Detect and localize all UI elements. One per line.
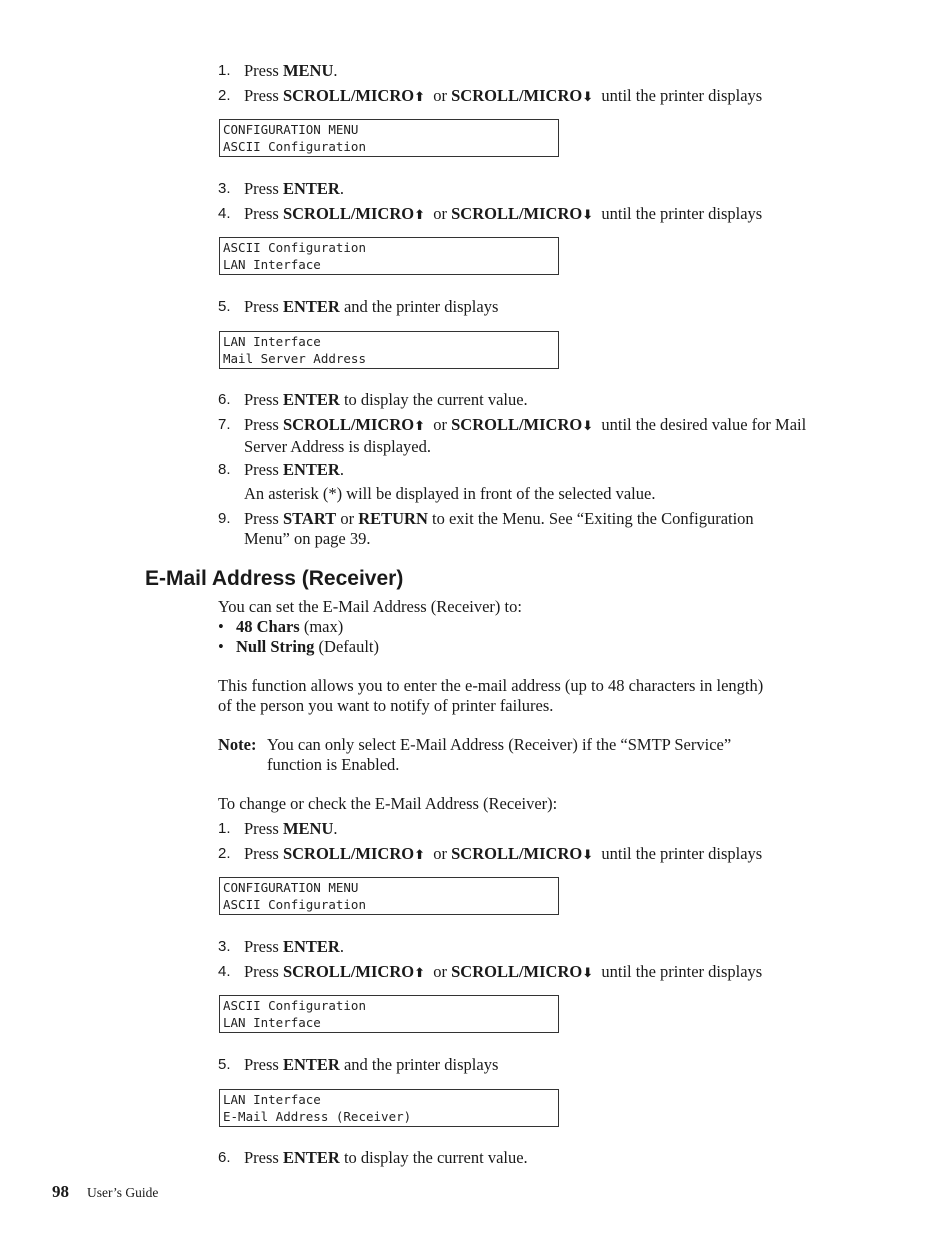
step-number: 8. bbox=[218, 461, 231, 478]
section-heading: E-Mail Address (Receiver) bbox=[145, 567, 404, 590]
printer-display bbox=[219, 995, 559, 1033]
printer-display bbox=[219, 877, 559, 915]
display-line: LAN Interface bbox=[223, 256, 321, 272]
printer-display bbox=[219, 1089, 559, 1127]
key-scroll-up: SCROLL/MICRO bbox=[282, 962, 415, 981]
page-number: 98 bbox=[52, 1182, 69, 1201]
up-arrow-icon: ⬆ bbox=[414, 419, 425, 434]
step-number: 1. bbox=[218, 820, 231, 837]
display-line: LAN Interface bbox=[223, 1092, 321, 1107]
step-number: 5. bbox=[218, 1056, 231, 1073]
display-line: CONFIGURATION MENU bbox=[223, 880, 359, 895]
cross-reference: Menu” on page 39. bbox=[244, 529, 371, 548]
key-enter: ENTER bbox=[282, 179, 340, 198]
step-number: 6. bbox=[218, 391, 231, 408]
key-scroll-up: SCROLL/MICRO bbox=[282, 204, 415, 223]
description: This function allows you to enter the e-mail address (up to 48 characters in length) of the person you want to notify of printer failures. bbox=[218, 676, 764, 715]
down-arrow-icon: ⬇ bbox=[582, 848, 594, 863]
display-line: ASCII Configuration bbox=[223, 138, 366, 154]
bullet-icon: • bbox=[218, 637, 224, 656]
key-enter: ENTER bbox=[282, 1055, 340, 1074]
display-line: ASCII Configuration bbox=[223, 998, 366, 1013]
step-8-note: An asterisk (*) will be displayed in front of the selected value. bbox=[244, 484, 656, 503]
key-scroll-up: SCROLL/MICRO bbox=[282, 86, 415, 105]
key-menu: MENU bbox=[282, 819, 334, 838]
key-enter: ENTER bbox=[282, 1148, 340, 1167]
key-start: START bbox=[282, 509, 337, 528]
display-line: E-Mail Address (Receiver) bbox=[223, 1108, 412, 1124]
key-scroll-up: SCROLL/MICRO bbox=[282, 844, 415, 863]
down-arrow-icon: ⬇ bbox=[582, 966, 594, 981]
key-enter: ENTER bbox=[282, 390, 340, 409]
printer-display bbox=[219, 331, 559, 369]
down-arrow-icon: ⬇ bbox=[582, 90, 594, 105]
key-scroll-down: SCROLL/MICRO bbox=[451, 962, 583, 981]
printer-display bbox=[219, 237, 559, 275]
step-number: 3. bbox=[218, 938, 231, 955]
display-line: CONFIGURATION MENU bbox=[223, 122, 359, 137]
key-scroll-down: SCROLL/MICRO bbox=[451, 204, 583, 223]
display-line: ASCII Configuration bbox=[223, 240, 366, 255]
step-text: Press bbox=[244, 61, 279, 80]
document-page: 1. Press MENU. 2. Press SCROLL/MICRO⬆ or SCROLL/MICRO⬇ until the printer displays CONFIGURATION MENU ASCII Configuration 3. Press ENTER. 4. Press SCROLL/MICRO⬆ or SCROLL/MICRO⬇ until the printer displays ASCII Configuration LAN Interface 5. Press ENTER and the printer displays LAN Interface Mail Server Address 6. Press ENTER to display the current value. 7. Press SCROLL/MICRO⬆ or SCROLL/MICRO⬇ until the desired value for Mail Server Address is displayed. 8. Press ENTER. An asterisk (*) will be displayed in front of the selected value. 9. Press START or RETURN to exit the Menu. See “Exiting the Configuration Menu” on page 39. E-Mail Address (Receiver) You can set the E-Mail Address (Receiver) to: • 48 Chars (max) • Null String (Default) This function allows you to enter the e-mail address (up to 48 characters in length) of the person you want to notify of printer failures. Note: You can only select E-Mail Address (Receiver) if the “SMTP Service” function is Enabled. To change or check the E-Mail Address (Receiver): 1. Press MENU. 2. Press SCROLL/MICRO⬆ or SCROLL/MICRO⬇ until the printer displays CONFIGURATION MENU ASCII Configuration 3. Press ENTER. 4. Press SCROLL/MICRO⬆ or SCROLL/MICRO⬇ until the printer displays ASCII Configuration LAN Interface 5. Press ENTER and the printer displays LAN Interface E-Mail Address (Receiver) 6. Press ENTER to display the current value. 98 User’s Guide bbox=[0, 0, 950, 1259]
key-scroll-up: SCROLL/MICRO bbox=[282, 415, 415, 434]
display-line: ASCII Configuration bbox=[223, 896, 366, 912]
step-number: 1. bbox=[218, 62, 231, 79]
up-arrow-icon: ⬆ bbox=[414, 848, 425, 863]
step-number: 4. bbox=[218, 963, 231, 980]
key-menu: MENU bbox=[282, 61, 334, 80]
key-scroll-down: SCROLL/MICRO bbox=[451, 844, 583, 863]
display-line: Mail Server Address bbox=[223, 350, 366, 366]
step-number: 3. bbox=[218, 180, 231, 197]
step-number: 9. bbox=[218, 510, 231, 527]
up-arrow-icon: ⬆ bbox=[414, 90, 425, 105]
key-enter: ENTER bbox=[282, 297, 340, 316]
page-footer bbox=[52, 1182, 158, 1203]
key-return: RETURN bbox=[358, 509, 428, 528]
step-number: 2. bbox=[218, 87, 231, 104]
printer-display bbox=[219, 119, 559, 157]
step-number: 7. bbox=[218, 416, 231, 433]
key-scroll-down: SCROLL/MICRO bbox=[451, 86, 583, 105]
bullet-icon: • bbox=[218, 617, 224, 636]
footer-title: User’s Guide bbox=[87, 1185, 159, 1200]
down-arrow-icon: ⬇ bbox=[582, 419, 594, 434]
up-arrow-icon: ⬆ bbox=[414, 208, 425, 223]
step-number: 6. bbox=[218, 1149, 231, 1166]
step-number: 2. bbox=[218, 845, 231, 862]
change-intro: To change or check the E-Mail Address (Receiver): bbox=[218, 794, 558, 813]
step-number: 5. bbox=[218, 298, 231, 315]
display-line: LAN Interface bbox=[223, 334, 321, 349]
key-enter: ENTER bbox=[282, 460, 340, 479]
display-line: LAN Interface bbox=[223, 1014, 321, 1030]
key-enter: ENTER bbox=[282, 937, 340, 956]
down-arrow-icon: ⬇ bbox=[582, 208, 594, 223]
key-scroll-down: SCROLL/MICRO bbox=[451, 415, 583, 434]
section-intro: You can set the E-Mail Address (Receiver) to: bbox=[218, 597, 522, 616]
step-number: 4. bbox=[218, 205, 231, 222]
note-label: Note: bbox=[218, 735, 257, 754]
up-arrow-icon: ⬆ bbox=[414, 966, 425, 981]
